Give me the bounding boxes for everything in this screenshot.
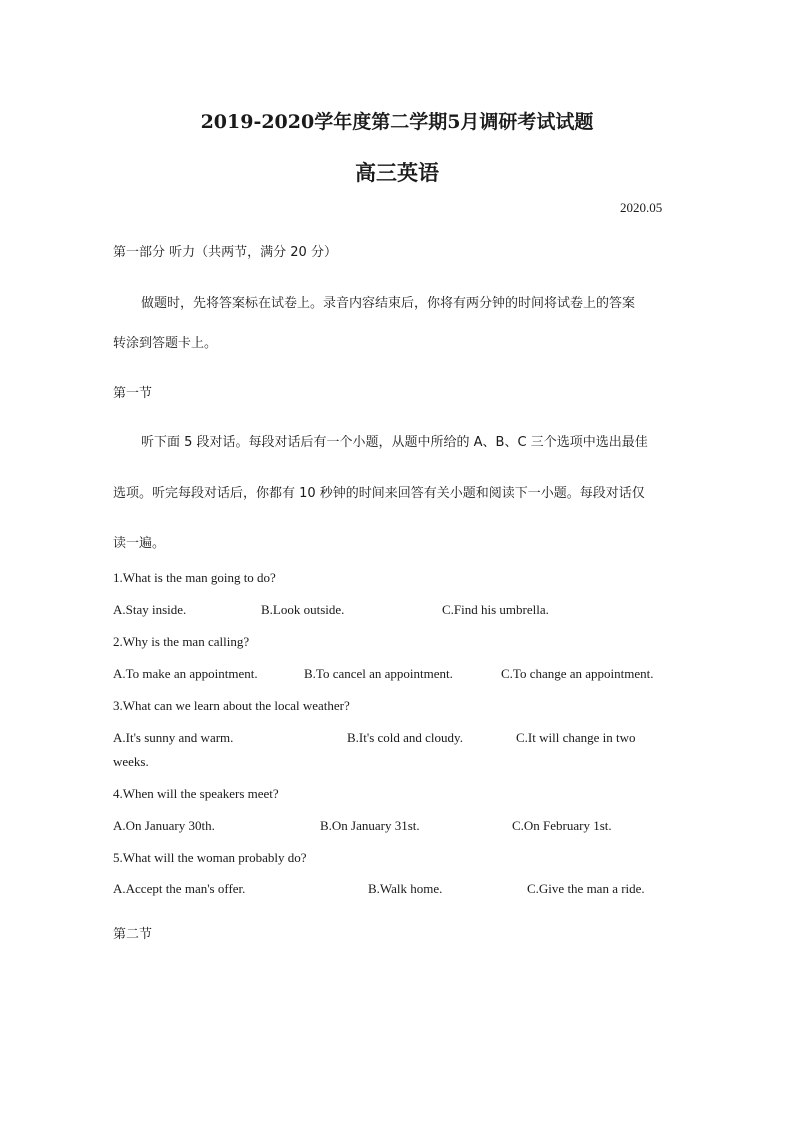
part1-instruction-line1: 做题时，先将答案标在试卷上。录音内容结束后，你将有两分钟的时间将试卷上的答案 [141,296,636,311]
section1-heading: 第一节 [113,386,153,401]
option-a: A.To make an appointment. [113,666,258,681]
section1-instruction-line3: 读一遍。 [113,536,166,551]
section2-heading: 第二节 [113,927,153,942]
option-b: B.Look outside. [261,602,345,617]
section1-instruction-line2: 选项。听完每段对话后，你都有 10 秒钟的时间来回答有关小题和阅读下一小题。每段对话仅 [113,486,645,501]
option-c: C.Find his umbrella. [442,602,549,617]
option-a: A.On January 30th. [113,818,215,833]
option-c: C.It will change in two [516,730,636,745]
question-text: 3.What can we learn about the local weather? [113,698,350,713]
option-a: A.It's sunny and warm. [113,730,234,745]
question-text: 5.What will the woman probably do? [113,850,307,865]
option-b: B.Walk home. [368,881,443,896]
option-c: C.To change an appointment. [501,666,654,681]
option-b: B.To cancel an appointment. [304,666,453,681]
question-text: 2.Why is the man calling? [113,634,250,649]
exam-date: 2020.05 [620,200,663,215]
part1-instruction-line2: 转涂到答题卡上。 [113,336,218,351]
option-c-wrap: weeks. [113,754,149,769]
question-text: 1.What is the man going to do? [113,570,276,585]
option-c: C.On February 1st. [512,818,612,833]
exam-title: 2019-2020学年度第二学期5月调研考试试题 [200,111,594,133]
option-c: C.Give the man a ride. [527,881,645,896]
part1-heading: 第一部分 听力（共两节，满分 20 分） [113,245,337,260]
exam-subtitle: 高三英语 [355,160,439,185]
option-a: A.Accept the man's offer. [113,881,246,896]
option-b: B.It's cold and cloudy. [347,730,463,745]
option-a: A.Stay inside. [113,602,187,617]
option-b: B.On January 31st. [320,818,420,833]
question-text: 4.When will the speakers meet? [113,786,279,801]
section1-instruction-line1: 听下面 5 段对话。每段对话后有一个小题，从题中所给的 A、B、C 三个选项中选出最佳 [141,435,648,450]
